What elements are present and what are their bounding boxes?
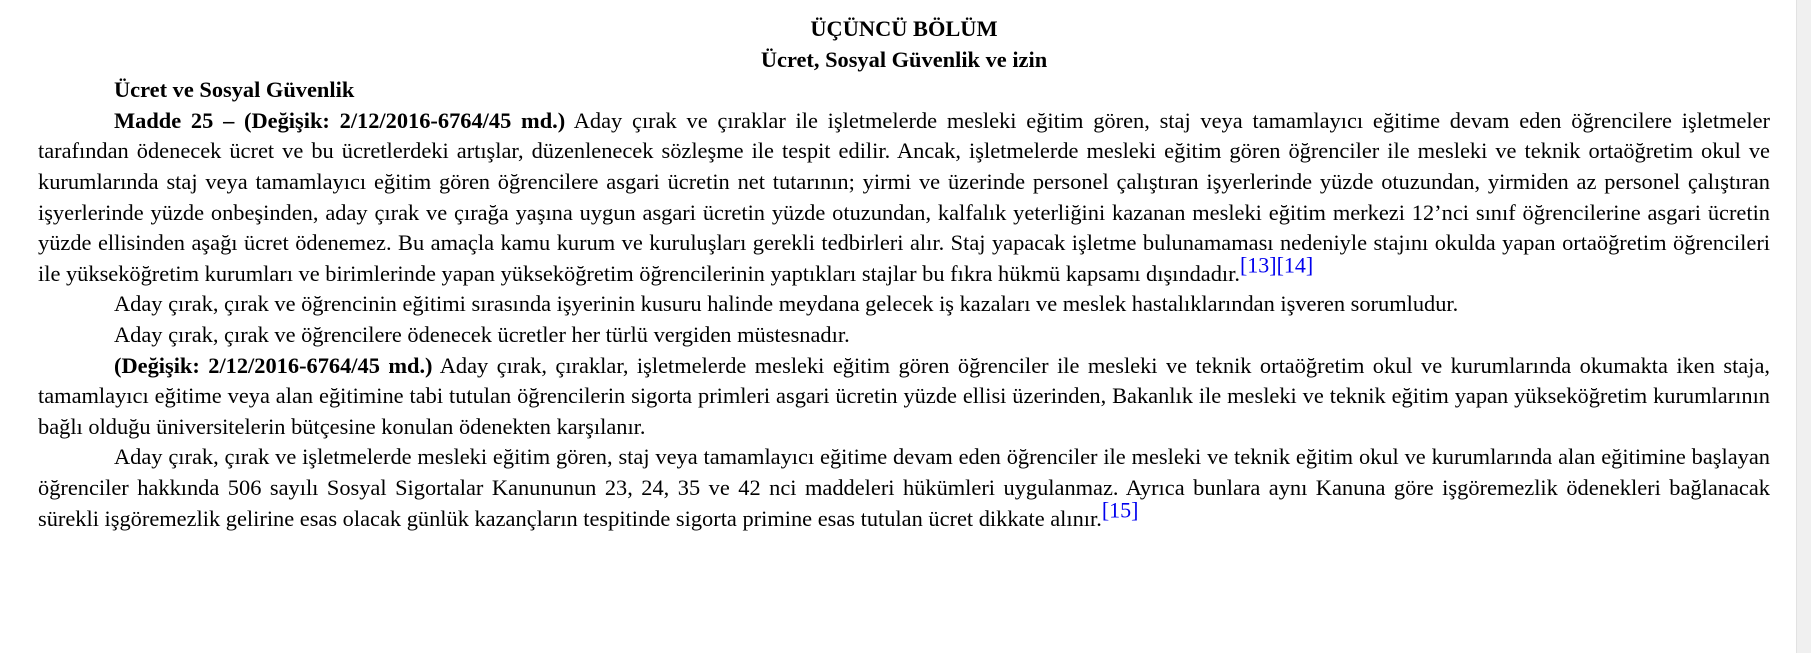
paragraph-text: Aday çırak, çırak ve öğrencilere ödenecek ücretler her türlü vergiden müstesnadır.	[114, 321, 850, 347]
document-body	[38, 14, 1770, 534]
paragraph-text: Aday çırak, çırak ve işletmelerde mesleki eğitim gören, staj veya tamamlayıcı eğitime devam eden öğrenciler ile mesleki ve teknik eğitim okul ve kurumlarında alan eğitimine başlayan öğrenciler hakkında 506 sayılı Sosyal Sigortalar Kanununun 23, 24, 35 ve 42 nci maddeleri hükümleri uygulanmaz. Ayrıca bunlara aynı Kanuna göre işgöremezlik ödenekleri bağlanacak sürekli işgöremezlik gelirine esas olacak günlük kazançların tespitinde sigorta primine esas tutulan ücret dikkate alınır.	[38, 444, 1770, 531]
section-subtitle: Ücret, Sosyal Güvenlik ve izin	[760, 46, 1048, 72]
paragraph-text: Aday çırak, çırak ve öğrencinin eğitimi sırasında işyerinin kusuru halinde meydana gelecek iş kazaları ve meslek hastalıklarından işveren sorumludur.	[114, 291, 1459, 317]
scrollbar-track[interactable]	[1796, 0, 1811, 653]
paragraph-social-security-exceptions	[38, 442, 1770, 534]
amendment-reference: Madde 25 – (Değişik: 2/12/2016-6764/45 md.)	[114, 107, 566, 133]
paragraph-tax-exemption	[38, 320, 1770, 351]
paragraph-text: Aday çırak ve çıraklar ile işletmelerde mesleki eğitim gören, staj veya tamamlayıcı eğitime devam eden öğrencilere işletmeler tarafından ödenecek ücret ve bu ücretlerdeki artışlar, düzenlenecek sözleşme ile tespit edilir. Ancak, işletmelerde mesleki eğitim gören öğrenciler ile mesleki ve teknik ortaöğretim okul ve kurumlarında staj veya tamamlayıcı eğitim gören öğrencilere asgari ücretin net tutarının; yirmi ve üzerinde personel çalıştıran işyerlerinde yüzde otuzundan, yirmiden az personel çalıştıran işyerlerinde yüzde onbeşinden, aday çırak ve çırağa yaşına uygun asgari ücretin yüzde otuzundan, kalfalık yeterliğini kazanan mesleki eğitim merkezi 12’nci sınıf öğrencilerine asgari ücretin yüzde ellisinden aşağı ücret ödenemez. Bu amaçla kamu kurum ve kuruluşları gerekli tedbirleri alır. Staj yapacak işletme bulunamaması nedeniyle stajını okulda yapan ortaöğretim öğrencileri ile yükseköğretim kurumları ve birimlerinde yapan yükseköğretim öğrencilerinin yaptıkları stajlar bu fıkra hükmü kapsamı dışındadır.	[38, 107, 1771, 286]
article-heading: Ücret ve Sosyal Güvenlik	[114, 77, 355, 103]
paragraph-employer-liability	[38, 289, 1770, 320]
paragraph-article-25	[38, 106, 1770, 290]
paragraph-insurance-premiums	[38, 351, 1770, 443]
paragraph-text: Aday çırak, çıraklar, işletmelerde mesleki eğitim gören öğrenciler ile mesleki ve teknik ortaöğretim okul ve kurumlarında okumakta iken staja, tamamlayıcı eğitime veya alan eğitimine tabi tutulan öğrencilerin sigorta primleri asgari ücretin yüzde ellisi üzerinden, Bakanlık ile mesleki ve teknik eğitim yapan yükseköğretim kurumlarının bağlı olduğu üniversitelerin bütçesine konulan ödenekten karşılanır.	[38, 352, 1770, 439]
footnote-link-14[interactable]: [14]	[1276, 252, 1314, 278]
footnote-link-13[interactable]: [13]	[1239, 252, 1277, 278]
footnote-link-15[interactable]: [15]	[1101, 497, 1139, 523]
amendment-reference: (Değişik: 2/12/2016-6764/45 md.)	[114, 352, 433, 378]
section-title: ÜÇÜNCÜ BÖLÜM	[810, 16, 998, 41]
